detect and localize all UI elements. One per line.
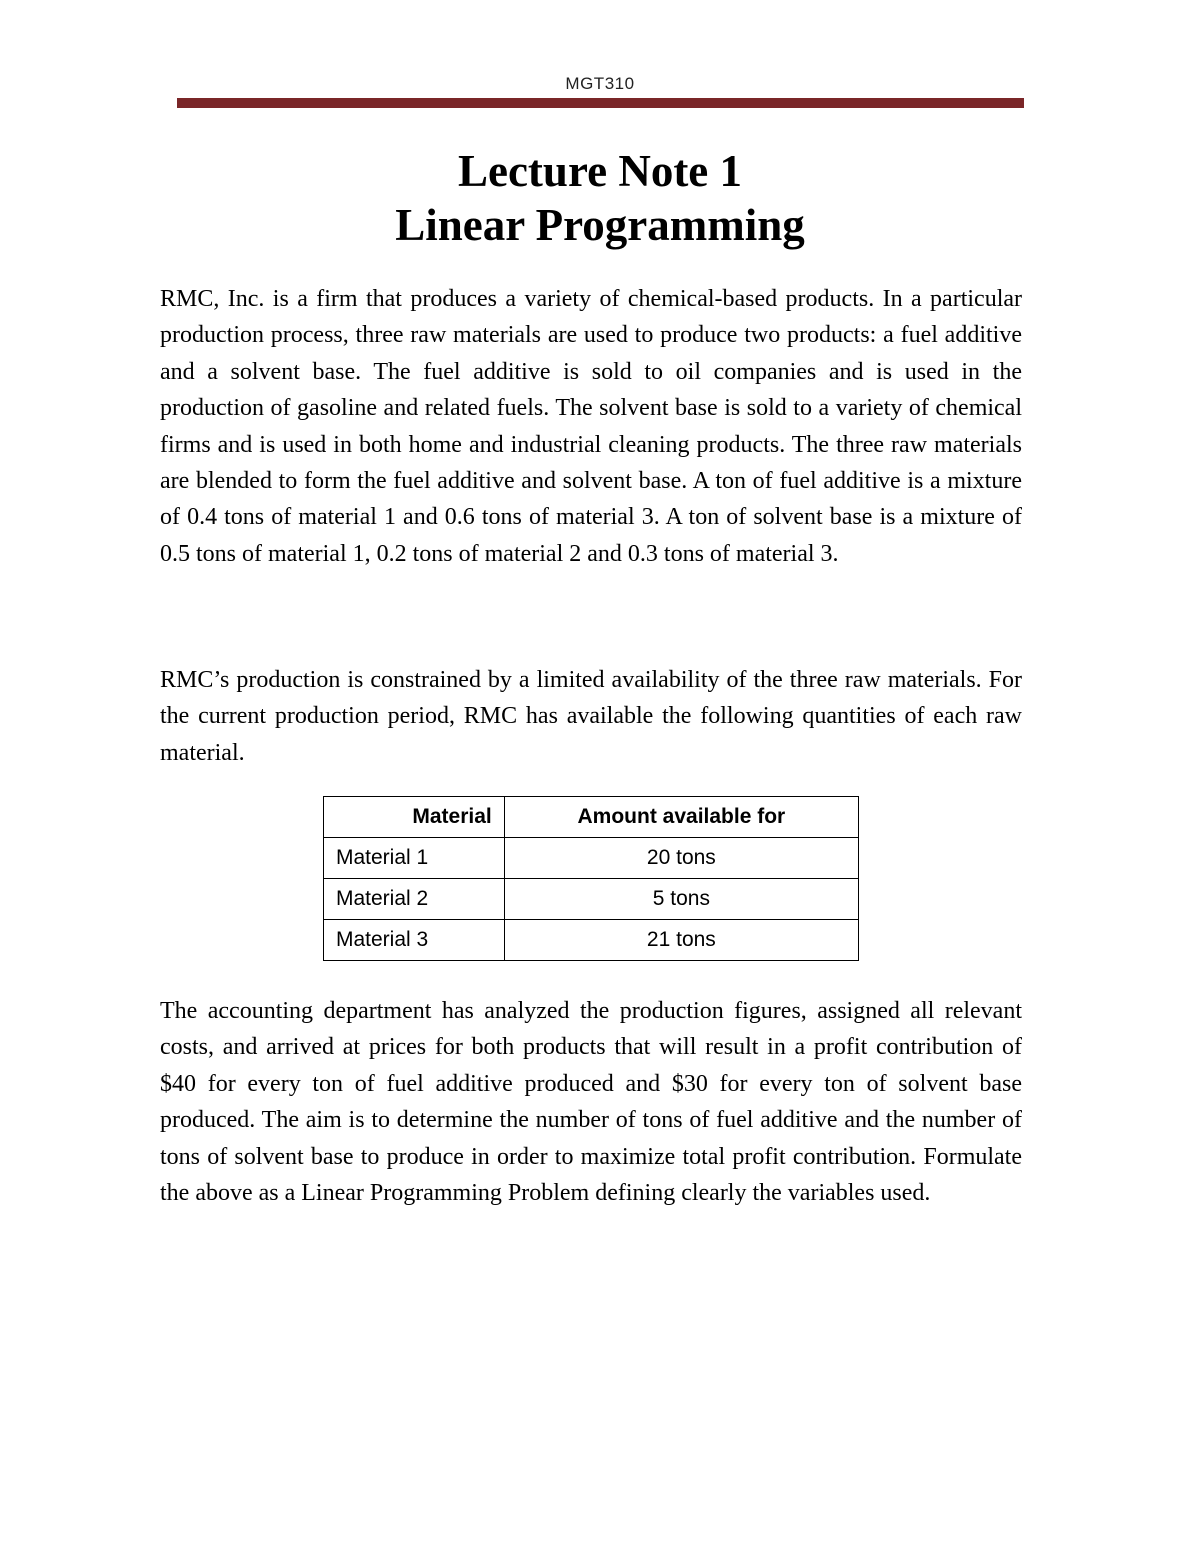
materials-table xyxy=(323,796,859,961)
material-name-cell: Material 1 xyxy=(324,838,505,879)
material-amount-cell: 5 tons xyxy=(504,879,858,920)
paragraph-problem-description: RMC, Inc. is a firm that produces a variety of chemical-based products. In a particular production process, three raw materials are used to produce two products: a fuel additive and a solvent base. The fuel additive is sold to oil companies and is used in the production of gasoline and related fuels. The solvent base is sold to a variety of chemical firms and is used in both home and industrial cleaning products. The three raw materials are blended to form the fuel additive and solvent base. A ton of fuel additive is a mixture of 0.4 tons of material 1 and 0.6 tons of material 3. A ton of solvent base is a mixture of 0.5 tons of material 1, 0.2 tons of material 2 and 0.3 tons of material 3. xyxy=(160,286,1022,567)
document-title xyxy=(0,144,1200,252)
paragraph-objective: The accounting department has analyzed the production figures, assigned all relevant costs, and arrived at prices for both products that will result in a profit contribution of $40 for every ton of fuel additive produced and $30 for every ton of solvent base produced. The aim is to determine the number of tons of fuel additive and the number of tons of solvent base to produce in order to maximize total profit contribution. Formulate the above as a Linear Programming Problem defining clearly the variables used. xyxy=(160,998,1022,1207)
table-row xyxy=(324,879,859,920)
table-header-row xyxy=(324,797,859,838)
table-row xyxy=(324,838,859,879)
table-row xyxy=(324,920,859,961)
header-rule xyxy=(177,98,1024,108)
title-line-2: Linear Programming xyxy=(395,200,805,250)
paragraph-constraints: RMC’s production is constrained by a limited availability of the three raw materials. For the current production period, RMC has available the following quantities of each raw material. xyxy=(160,667,1022,766)
material-name-cell: Material 2 xyxy=(324,879,505,920)
column-header-amount: Amount available for xyxy=(504,797,858,838)
column-header-material: Material xyxy=(324,797,505,838)
material-amount-cell: 20 tons xyxy=(504,838,858,879)
title-line-1: Lecture Note 1 xyxy=(457,146,743,196)
material-name-cell: Material 3 xyxy=(324,920,505,961)
material-amount-cell: 21 tons xyxy=(504,920,858,961)
page-header: MGT310 xyxy=(565,74,635,93)
